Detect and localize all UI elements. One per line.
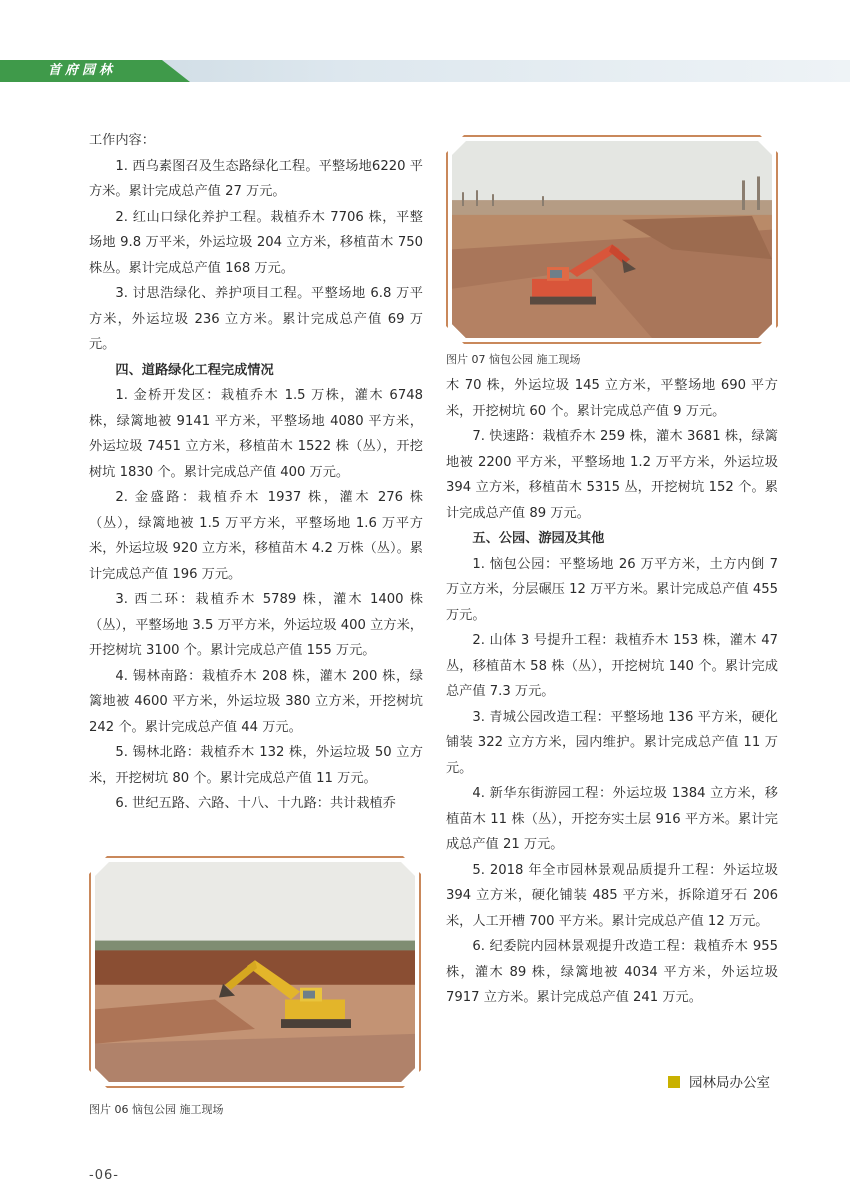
section-heading: 四、道路绿化工程完成情况 <box>115 362 274 378</box>
paragraph: 3. 西二环：栽植乔木 5789 株，灌木 1400 株（丛），平整场地 3.5 万平方米，外运垃圾 400 立方米，开挖树坑 3100 个。累计完成总产值 155 万元。 <box>89 592 423 658</box>
photo-07-caption: 图片 07 恼包公园 施工现场 <box>446 353 581 366</box>
paragraph: 木 70 株，外运垃圾 145 立方米，平整场地 690 平方米，开挖树坑 60 个。累计完成总产值 9 万元。 <box>446 378 778 419</box>
photo-07-excavator-orange <box>446 135 778 344</box>
paragraph: 2. 金盛路：栽植乔木 1937 株，灌木 276 株（丛），绿篱地被 1.5 万平方米，平整场地 1.6 万平方米，外运垃圾 920 立方米，移植苗木 4.2 万株（丛）。累计完成总产值 196 万元。 <box>89 490 423 582</box>
paragraph: 5. 2018 年全市园林景观品质提升工程：外运垃圾 394 立方米，硬化铺装 485 平方米，拆除道牙石 206 米，人工开槽 700 平方米。累计完成总产值 12 万元。 <box>446 862 778 929</box>
page-number: -06- <box>89 1168 119 1183</box>
paragraph: 4. 锡林南路：栽植乔木 208 株，灌木 200 株，绿篱地被 4600 平方米，外运垃圾 380 立方米，开挖树坑 242 个。累计完成总产值 44 万元。 <box>89 668 423 735</box>
paragraph: 4. 新华东街游园工程：外运垃圾 1384 立方米，移植苗木 11 株（丛），开挖夯实土层 916 平方米。累计完成总产值 21 万元。 <box>446 786 778 852</box>
paragraph: 1. 金桥开发区：栽植乔木 1.5 万株，灌木 6748 株，绿篱地被 9141 平方米，平整场地 4080 平方米，外运垃圾 7451 立方米，移植苗木 1522 株（丛），开挖树坑 1830 个。累计完成总产值 400 万元。 <box>89 388 423 480</box>
right-text-column <box>446 373 778 1011</box>
paragraph: 6. 纪委院内园林景观提升改造工程：栽植乔木 955 株，灌木 89 株，绿篱地被 4034 平方米，外运垃圾 7917 立方米。累计完成总产值 241 万元。 <box>446 939 778 1005</box>
left-text-column <box>89 128 423 817</box>
paragraph: 1. 西乌素图召及生态路绿化工程。平整场地6220 平方米。累计完成总产值 27 万元。 <box>89 158 423 199</box>
photo-06-caption: 图片 06 恼包公园 施工现场 <box>89 1103 224 1116</box>
section-heading: 五、公园、游园及其他 <box>472 531 605 546</box>
paragraph: 5. 锡林北路：栽植乔木 132 株，外运垃圾 50 立方米，开挖树坑 80 个。累计完成总产值 11 万元。 <box>89 745 423 786</box>
construction-site-image <box>452 141 772 338</box>
construction-site-image <box>95 862 415 1082</box>
paragraph: 2. 山体 3 号提升工程：栽植乔木 153 株，灌木 47 丛，移植苗木 58 株（丛），开挖树坑 140 个。累计完成总产值 7.3 万元。 <box>446 633 778 699</box>
paragraph: 6. 世纪五路、六路、十八、十九路：共计栽植乔 <box>115 796 396 811</box>
paragraph: 3. 讨思浩绿化、养护项目工程。平整场地 6.8 万平方米，外运垃圾 236 立方米。累计完成总产值 69 万元。 <box>89 286 423 352</box>
paragraph: 1. 恼包公园：平整场地 26 万平方米，土方内倒 7 万立方米，分层碾压 12 万平方米。累计完成总产值 455 万元。 <box>446 556 778 623</box>
photo-06-excavator-yellow <box>89 856 421 1088</box>
paragraph: 7. 快速路：栽植乔木 259 株，灌木 3681 株，绿篱地被 2200 平方米，平整场地 1.2 万平方米，外运垃圾 394 立方米，移植苗木 5315 丛，开挖树坑 152 个。累计完成总产值 89 万元。 <box>446 429 778 521</box>
paragraph: 2. 红山口绿化养护工程。栽植乔木 7706 株，平整场地 9.8 万平米，外运垃圾 204 立方米，移植苗木 750 株丛。累计完成总产值 168 万元。 <box>89 209 423 276</box>
header-title: 首府园林 <box>48 63 117 78</box>
org-marker-square <box>668 1076 680 1088</box>
author-org <box>668 1071 770 1091</box>
paragraph: 3. 青城公园改造工程：平整场地 136 平方米，硬化铺装 322 立方方米，园内维护。累计完成总产值 11 万元。 <box>446 709 778 776</box>
paragraph: 工作内容： <box>89 133 155 148</box>
org-name: 园林局办公室 <box>689 1075 770 1091</box>
